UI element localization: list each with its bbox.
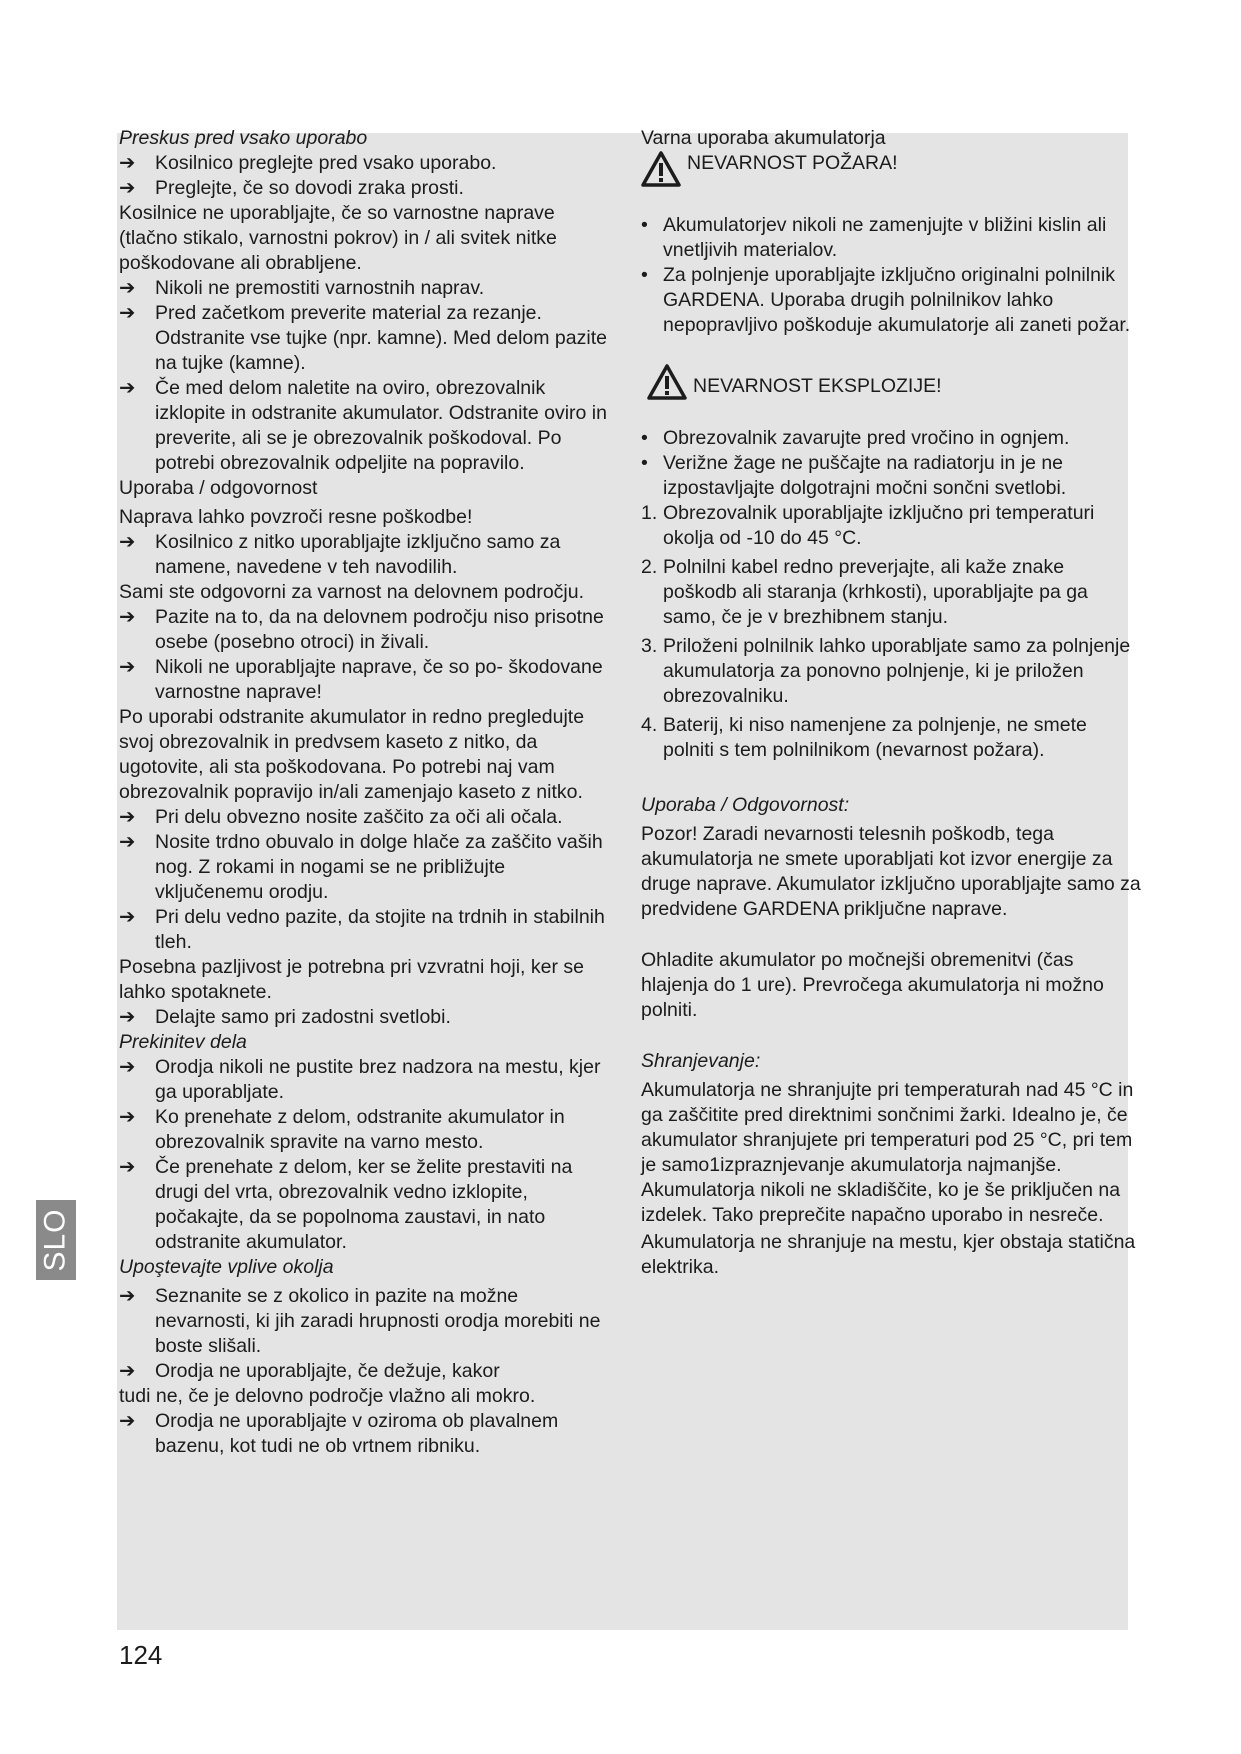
arrow-icon: ➔ [119,606,136,628]
page-number: 124 [119,1640,163,1670]
arrow-item: ➔ Nosite trdno obuvalo in dolge hlače za zaščito vaših nog. Z rokami in nogami se ne približujte vključenemu orodju. [119,831,603,903]
numbered-item: 2. Polnilni kabel redno preverjajte, ali kaže znake poškodb ali staranja (krhkosti), uporabljajte pa ga samo, če je v brezhibnem stanju. [641,556,1088,628]
section-heading: Uporaba / odgovornost [119,477,318,499]
paragraph: Ohladite akumulator po močnejši obremenitvi (čas hlajenja do 1 ure). Prevročega akumulatorja ni možno polniti. [641,949,1104,1021]
warning-triangle-icon [647,364,687,400]
warning-label: NEVARNOST POŽARA! [687,152,898,174]
arrow-item: ➔ Če med delom naletite na oviro, obrezovalnik izklopite in odstranite akumulator. Odstranite oviro in preverite, ali se je obrezovalnik poškodoval. Po potrebi obrezovalnik odpeljite na popravilo. [119,377,607,474]
section-heading: Upoştevajte vplive okolja [119,1256,334,1278]
bullet-item: • Za polnjenje uporabljajte izključno originalni polnilnik GARDENA. Uporaba drugih polnilnikov lahko nepopravljivo poškoduje akumulatorje ali zaneti požar. [641,264,1131,336]
arrow-item: ➔ Delajte samo pri zadostni svetlobi. [119,1006,451,1028]
warning-label: NEVARNOST EKSPLOZIJE! [693,375,942,397]
left-column [119,126,614,1459]
arrow-icon: ➔ [119,177,136,199]
explosion-warning [641,364,1141,400]
language-label: SLO [39,1208,72,1272]
paragraph: Pozor! Zaradi nevarnosti telesnih poškodb, tega akumulatorja ne smete uporabljati kot izvor energije za druge naprave. Akumulator izključno uporabljajte samo za predvidene GARDENA priključne naprave. [641,823,1141,920]
section-heading: Shranjevanje: [641,1050,761,1072]
paragraph: Akumulatorja ne shranjuje na mestu, kjer obstaja statična elektrika. [641,1231,1136,1278]
arrow-item: ➔ Orodja ne uporabljajte v oziroma ob plavalnem bazenu, kot tudi ne ob vrtnem ribniku. [119,1410,559,1457]
paragraph: Naprava lahko povzroči resne poškodbe! [119,506,473,528]
arrow-icon: ➔ [119,906,136,928]
arrow-icon: ➔ [119,831,136,853]
arrow-item: ➔ Ko prenehate z delom, odstranite akumulator in obrezovalnik spravite na varno mesto. [119,1106,565,1153]
arrow-icon: ➔ [119,1056,136,1078]
bullet-item: • Akumulatorjev nikoli ne zamenjujte v bližini kislin ali vnetljivih materialov. [641,214,1107,261]
arrow-item: ➔ Kosilnico z nitko uporabljajte izključno samo za namene, navedene v teh navodilih. [119,531,561,578]
bullet-item: • Verižne žage ne puščajte na radiatorju in je ne izpostavljajte dolgotrajni močni sončni svetlobi. [641,452,1067,499]
arrow-icon: ➔ [119,1360,136,1382]
paragraph: Posebna pazljivost je potrebna pri vzvratni hoji, ker se lahko spotaknete. [119,956,584,1003]
arrow-icon: ➔ [119,302,136,324]
arrow-item: ➔ Orodja nikoli ne pustite brez nadzora na mestu, kjer ga uporabljate. [119,1056,601,1103]
arrow-item: ➔ Orodja ne uporabljajte, če dežuje, kakor [119,1360,500,1382]
paragraph: tudi ne, če je delovno področje vlažno ali mokro. [119,1385,536,1407]
arrow-icon: ➔ [119,656,136,678]
arrow-item: ➔ Pri delu vedno pazite, da stojite na trdnih in stabilnih tleh. [119,906,605,953]
arrow-icon: ➔ [119,1410,136,1432]
arrow-item: ➔ Pred začetkom preverite material za rezanje. Odstranite vse tujke (npr. kamne). Med delom pazite na tujke (kamne). [119,302,607,374]
arrow-icon: ➔ [119,1156,136,1178]
arrow-item: ➔ Če prenehate z delom, ker se želite prestaviti na drugi del vrta, obrezovalnik vedno izklopite, počakajte, da se popolnoma zaustavi, in nato odstranite akumulator. [119,1156,573,1253]
paragraph: Sami ste odgovorni za varnost na delovnem področju. [119,581,585,603]
numbered-item: 4. Baterij, ki niso namenjene za polnjenje, ne smete polniti s tem polnilnikom (nevarnost požara). [641,714,1087,761]
arrow-icon: ➔ [119,1285,136,1307]
paragraph: Kosilnice ne uporabljajte, če so varnostne naprave (tlačno stikalo, varnostni pokrov) in / ali svitek nitke poškodovane ali obrabljene. [119,202,557,274]
arrow-item: ➔ Pri delu obvezno nosite zaščito za oči ali očala. [119,806,563,828]
bullet-item: • Obrezovalnik zavarujte pred vročino in ognjem. [641,427,1070,449]
paragraph: Po uporabi odstranite akumulator in redno pregledujte svoj obrezovalnik in predvsem kaseto z nitko, da ugotovite, ali sta poškodovana. Po potrebi naj vam obrezovalnik popravijo in/ali zamenjajo kaseto z nitko. [119,706,585,803]
arrow-icon: ➔ [119,531,136,553]
arrow-item: ➔ Kosilnico preglejte pred vsako uporabo. [119,152,497,174]
arrow-icon: ➔ [119,1006,136,1028]
arrow-icon: ➔ [119,152,136,174]
fire-warning [641,151,1141,187]
right-column [641,126,1141,1280]
arrow-item: ➔ Nikoli ne premostiti varnostnih naprav. [119,277,485,299]
arrow-icon: ➔ [119,1106,136,1128]
section-heading: Uporaba / Odgovornost: [641,794,850,816]
arrow-icon: ➔ [119,806,136,828]
arrow-icon: ➔ [119,277,136,299]
numbered-item: 1. Obrezovalnik uporabljajte izključno pri temperaturi okolja od -10 do 45 °C. [641,502,1095,549]
paragraph: Akumulatorja ne shranjujte pri temperaturah nad 45 °C in ga zaščitite pred direktnimi sončnimi žarki. Idealno je, če akumulator shranjujete pri temperaturi pod 25 °C, pri tem je samo1izpraznjevanje akumulatorja najmanjše. Akumulatorja nikoli ne skladiščite, ko je še priključen na izdelek. Tako preprečite napačno uporabo in nesreče. [641,1079,1134,1226]
arrow-icon: ➔ [119,377,136,399]
arrow-item: ➔ Preglejte, če so dovodi zraka prosti. [119,177,464,199]
section-heading: Varna uporaba akumulatorja [641,127,886,149]
arrow-item: ➔ Nikoli ne uporabljajte naprave, če so po- škodovane varnostne naprave! [119,656,603,703]
numbered-item: 3. Priloženi polnilnik lahko uporabljate samo za polnjenje akumulatorja za ponovno polnjenje, ki je priložen obrezovalniku. [641,635,1131,707]
warning-triangle-icon [641,151,681,187]
section-heading: Prekinitev dela [119,1031,247,1053]
arrow-item: ➔ Seznanite se z okolico in pazite na možne nevarnosti, ki jih zaradi hrupnosti orodja morebiti ne boste slišali. [119,1285,601,1357]
arrow-item: ➔ Pazite na to, da na delovnem področju niso prisotne osebe (posebno otroci) in živali. [119,606,604,653]
language-tab [36,1200,76,1280]
section-heading: Preskus pred vsako uporabo [119,127,368,149]
